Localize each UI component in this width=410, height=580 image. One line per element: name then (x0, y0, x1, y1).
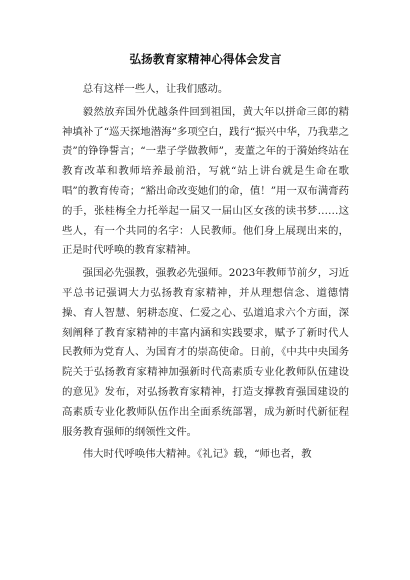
paragraph-examples: 毅然放弃国外优越条件回到祖国，黄大年以拼命三郎的精神填补了“巡天探地潜海”多项空白，践行“振兴中华，乃我辈之责”的铮铮誓言；“一辈子学做教师”，麦董之年的于漪始终站在教育改革和教师培养最前沿，写就“站上讲台就是生命在歌唱”的教育传奇；“豁出命改变她们的命，值！”用一双布满膏药的手，张桂梅全力托举起一届又一届山区女孩的读书梦……这些人，有一个共同的名字：人民教师。他们身上展现出来的，正是时代呼唤的教育家精神。 (62, 105, 349, 257)
paragraph-intro: 总有这样一些人，让我们感动。 (82, 83, 229, 95)
document-title: 弘扬教育家精神心得体会发言 (129, 52, 282, 66)
document-body (62, 80, 349, 465)
paragraph-era: 伟大时代呼唤伟大精神。《礼记》载，“师也者，教 (82, 448, 312, 461)
paragraph-policy: 强国必先强教，强教必先强师。2023年教师节前夕，习近平总书记强调大力弘扬教育家精神，并从理想信念、道德情操、育人智慧、躬耕态度、仁爱之心、弘道追求六个方面，深刻阐释了教育家精神的丰富内涵和实践要求，赋予了新时代人民教师为党育人、为国育才的崇高使命。日前，《中共中央国务院关于弘扬教育家精神加强新时代高素质专业化教师队伍建设的意见》发布，对弘扬教育家精神，打造支撑教育强国建设的高素质专业化教师队伍作出全面系统部署，成为新时代新征程服务教育强师的纲领性文件。 (62, 267, 349, 438)
